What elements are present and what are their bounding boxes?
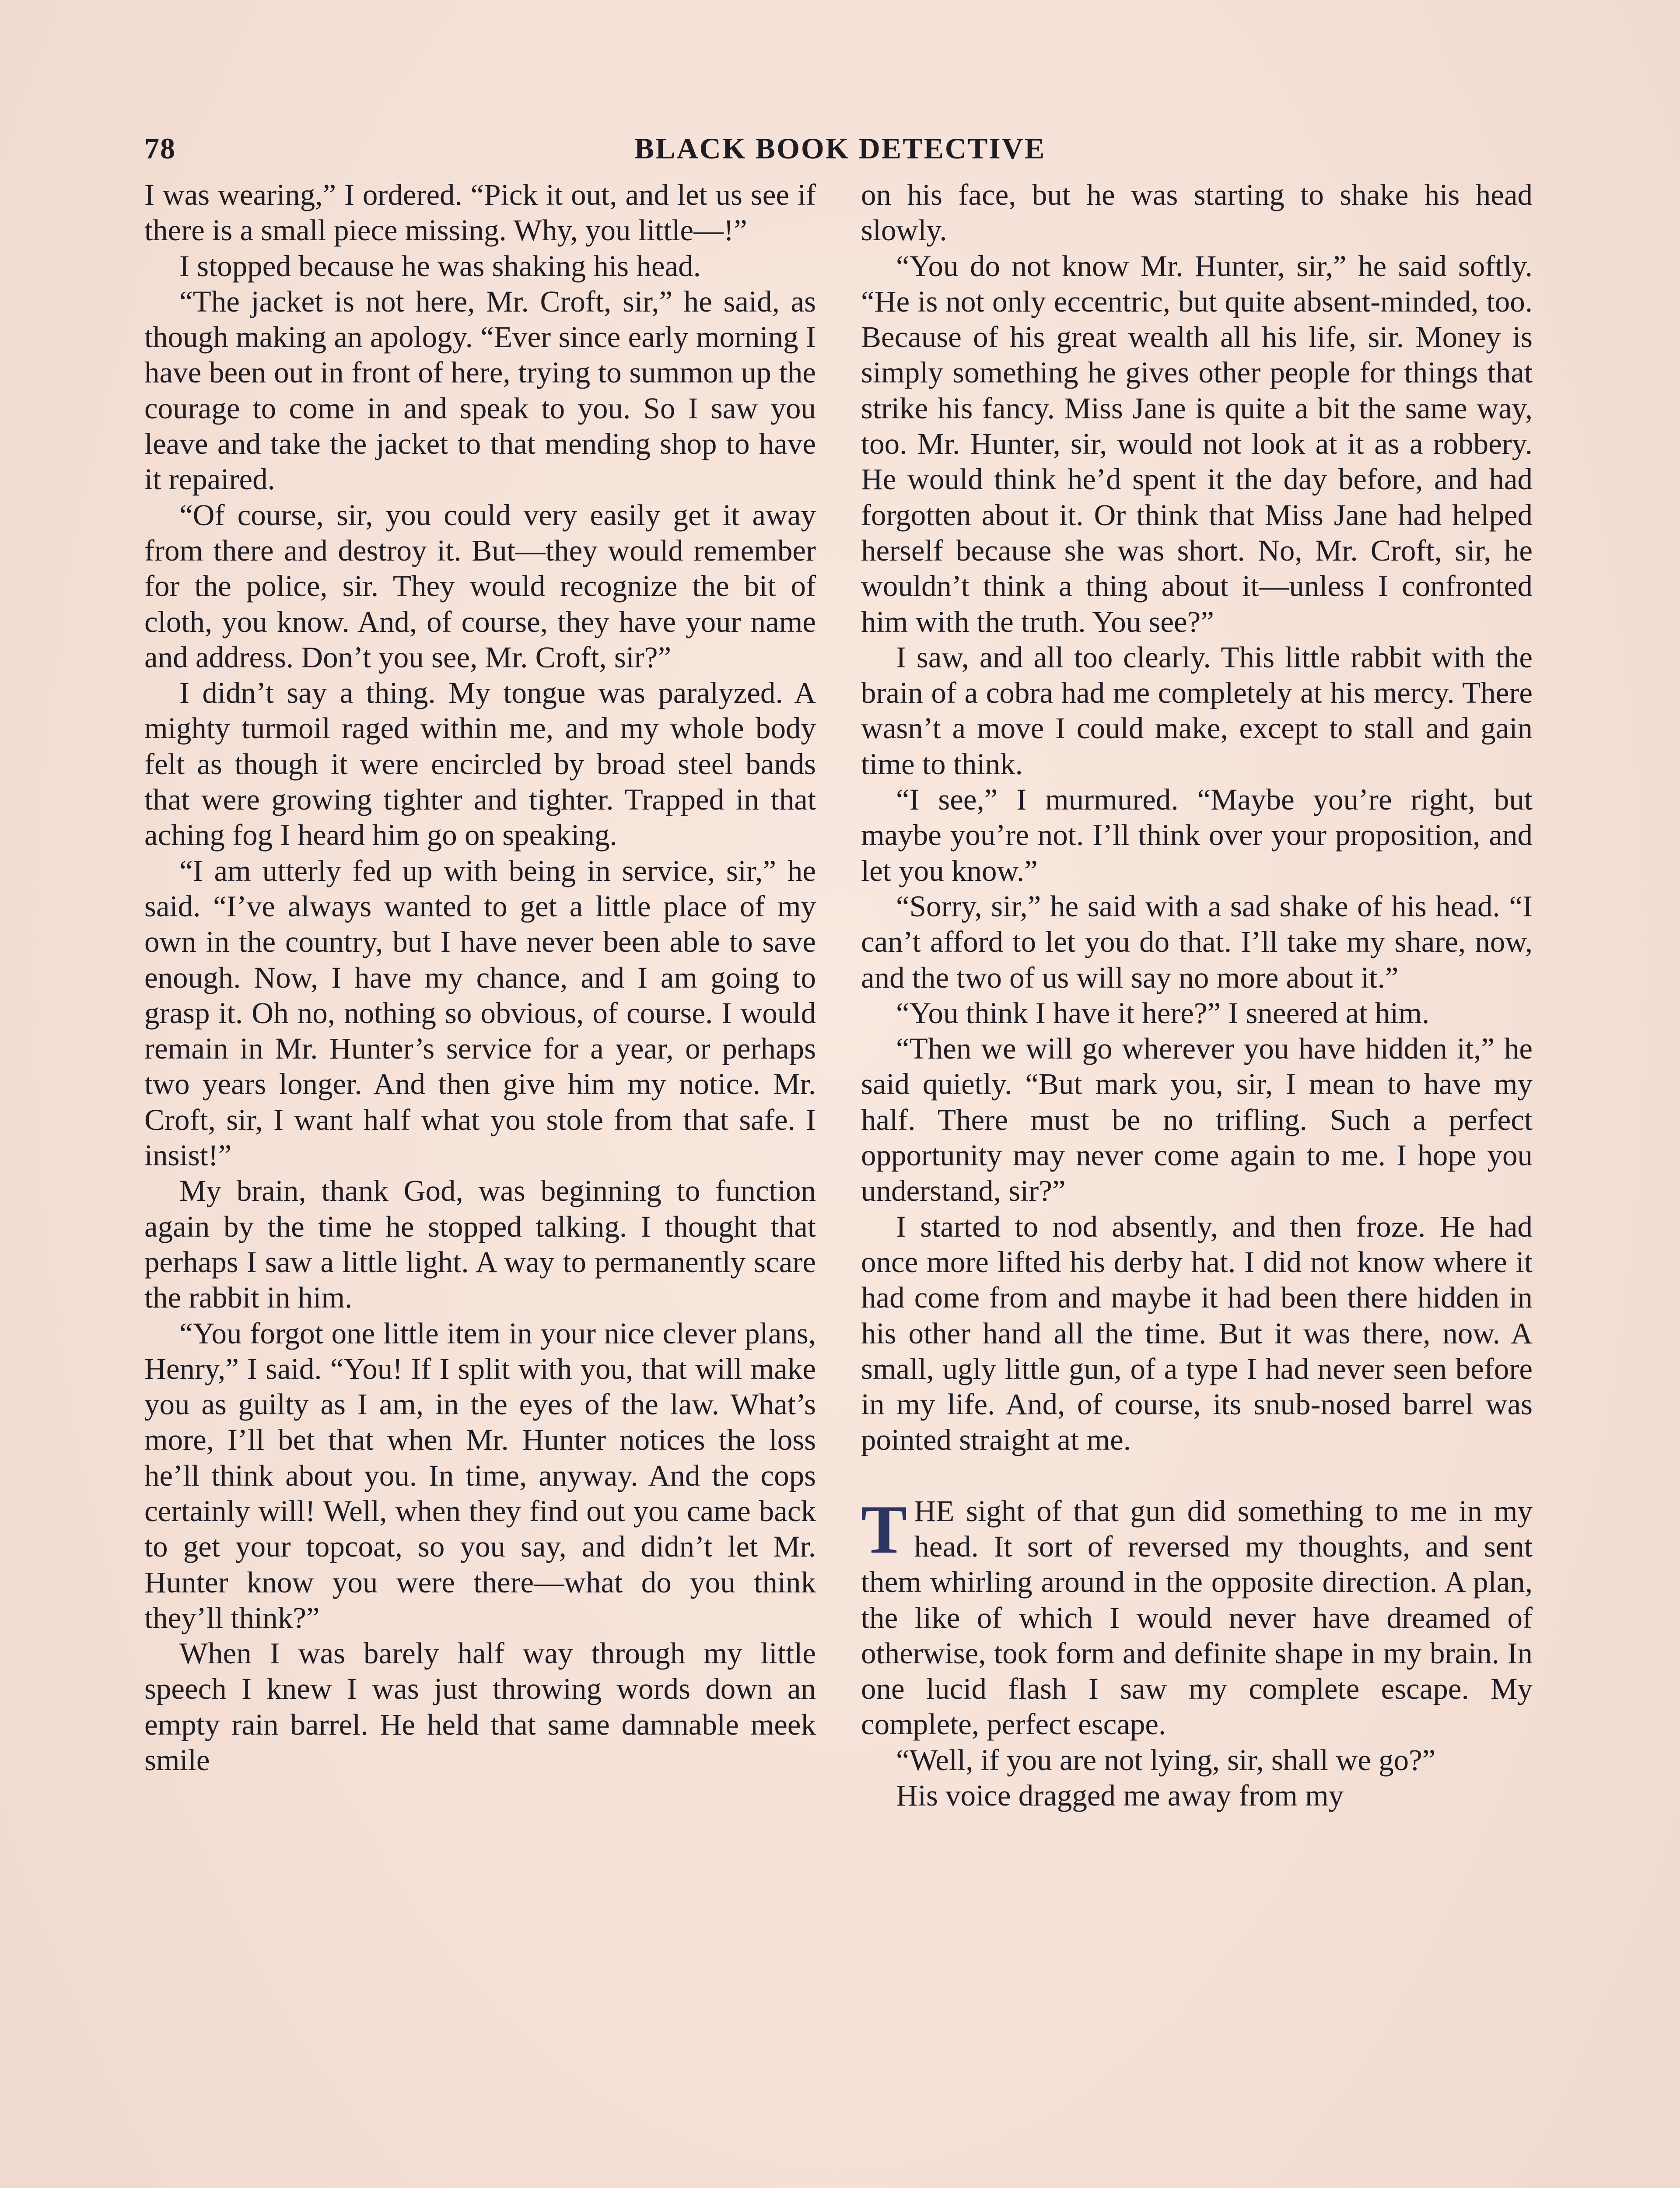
running-head-title: BLACK BOOK DETECTIVE [634, 132, 1046, 165]
paragraph: “Sorry, sir,” he said with a sad shake of his head. “I can’t afford to let you do that. I’ll take my share, now, and the two of us will say no more about it.” [861, 889, 1533, 994]
paragraph: “The jacket is not here, Mr. Croft, sir,” he said, as though making an apology. “Ever since early morning I have been out in front of here, trying to summon up the courage to come in and speak to you. So I saw you leave and take the jacket to that mending shop to have it repaired. [144, 284, 816, 496]
paragraph: I didn’t say a thing. My tongue was paralyzed. A mighty turmoil raged within me, and my whole body felt as though it were encircled by broad steel bands that were growing tighter and tighter. Trapped in that aching fog I heard him go on speaking. [144, 676, 816, 852]
left-column [144, 177, 816, 1778]
paragraph: “Then we will go wherever you have hidden it,” he said quietly. “But mark you, sir, I mean to have my half. There must be no trifling. Such a perfect opportunity may never come again to me. I hope you understand, sir?” [861, 1032, 1533, 1208]
paragraph: “Well, if you are not lying, sir, shall we go?” [896, 1743, 1436, 1777]
page-header [144, 131, 1536, 179]
paragraph: on his face, but he was starting to shake his head slowly. [861, 178, 1533, 247]
paragraph: “Of course, sir, you could very easily get it away from there and destroy it. But—they would remember for the police, sir. They would recognize the bit of cloth, you know. And, of course, they have your name and address. Don’t you see, Mr. Croft, sir?” [144, 498, 816, 674]
paragraph: “You do not know Mr. Hunter, sir,” he said softly. “He is not only eccentric, but quite absent-minded, too. Because of his great wealth all his life, sir. Money is simply something he gives other people for things that strike his fancy. Miss Jane is quite a bit the same way, too. Mr. Hunter, sir, would not look at it as a robbery. He would think he’d spent it the day before, and had forgotten about it. Or think that Miss Jane had helped herself because she was short. No, Mr. Croft, sir, he wouldn’t think a thing about it—unless I confronted him with the truth. You see?” [861, 249, 1533, 638]
paragraph: “I see,” I murmured. “Maybe you’re right, but maybe you’re not. I’ll think over your proposition, and let you know.” [861, 783, 1533, 887]
paragraph: “I am utterly fed up with being in service, sir,” he said. “I’ve always wanted to get a little place of my own in the country, but I have never been able to save enough. Now, I have my chance, and I am going to grasp it. Oh no, nothing so obvious, of course. I would remain in Mr. Hunter’s service for a year, or perhaps two years longer. And then give him my notice. Mr. Croft, sir, I want half what you stole from that safe. I insist!” [144, 854, 816, 1172]
paragraph: I saw, and all too clearly. This little rabbit with the brain of a cobra had me completely at his mercy. There wasn’t a move I could make, except to stall and gain time to think. [861, 640, 1533, 781]
paragraph: His voice dragged me away from my [896, 1779, 1344, 1813]
right-column [861, 177, 1533, 1813]
paragraph: I started to nod absently, and then froze. He had once more lifted his derby hat. I did not know where it had come from and maybe it had been there hidden in his other hand all the time. But it was there, now. A small, ugly little gun, of a type I had never seen before in my life. And, of course, its snub-nosed barrel was pointed straight at me. [861, 1210, 1533, 1457]
section-opening-paragraph [861, 1491, 1533, 1743]
section-opening-text: HE sight of that gun did something to me in my head. It sort of reversed my thoughts, and sent them whirling around in the opposite direction. A plan, the like of which I would never have dreamed of otherwise, took form and definite shape in my brain. In one lucid flash I saw my complete escape. My complete, perfect escape. [861, 1494, 1533, 1741]
page-number: 78 [144, 132, 176, 165]
drop-cap: T [861, 1491, 907, 1568]
paragraph: I was wearing,” I ordered. “Pick it out, and let us see if there is a small piece missing. Why, you little—!” [144, 178, 816, 247]
paragraph: I stopped because he was shaking his head. [179, 249, 701, 283]
paragraph: “You think I have it here?” I sneered at him. [896, 996, 1430, 1030]
paragraph: When I was barely half way through my little speech I knew I was just throwing words down an empty rain barrel. He held that same damnable meek smile [144, 1637, 816, 1777]
paragraph: “You forgot one little item in your nice clever plans, Henry,” I said. “You! If I split with you, that will make you as guilty as I am, in the eyes of the law. What’s more, I’ll bet that when Mr. Hunter notices the loss he’ll think about you. In time, anyway. And the cops certainly will! Well, when they find out you came back to get your topcoat, so you say, and didn’t let Mr. Hunter know you were there—what do you think they’ll think?” [144, 1316, 816, 1634]
paragraph: My brain, thank God, was beginning to function again by the time he stopped talking. I thought that perhaps I saw a little light. A way to permanently scare the rabbit in him. [144, 1174, 816, 1315]
